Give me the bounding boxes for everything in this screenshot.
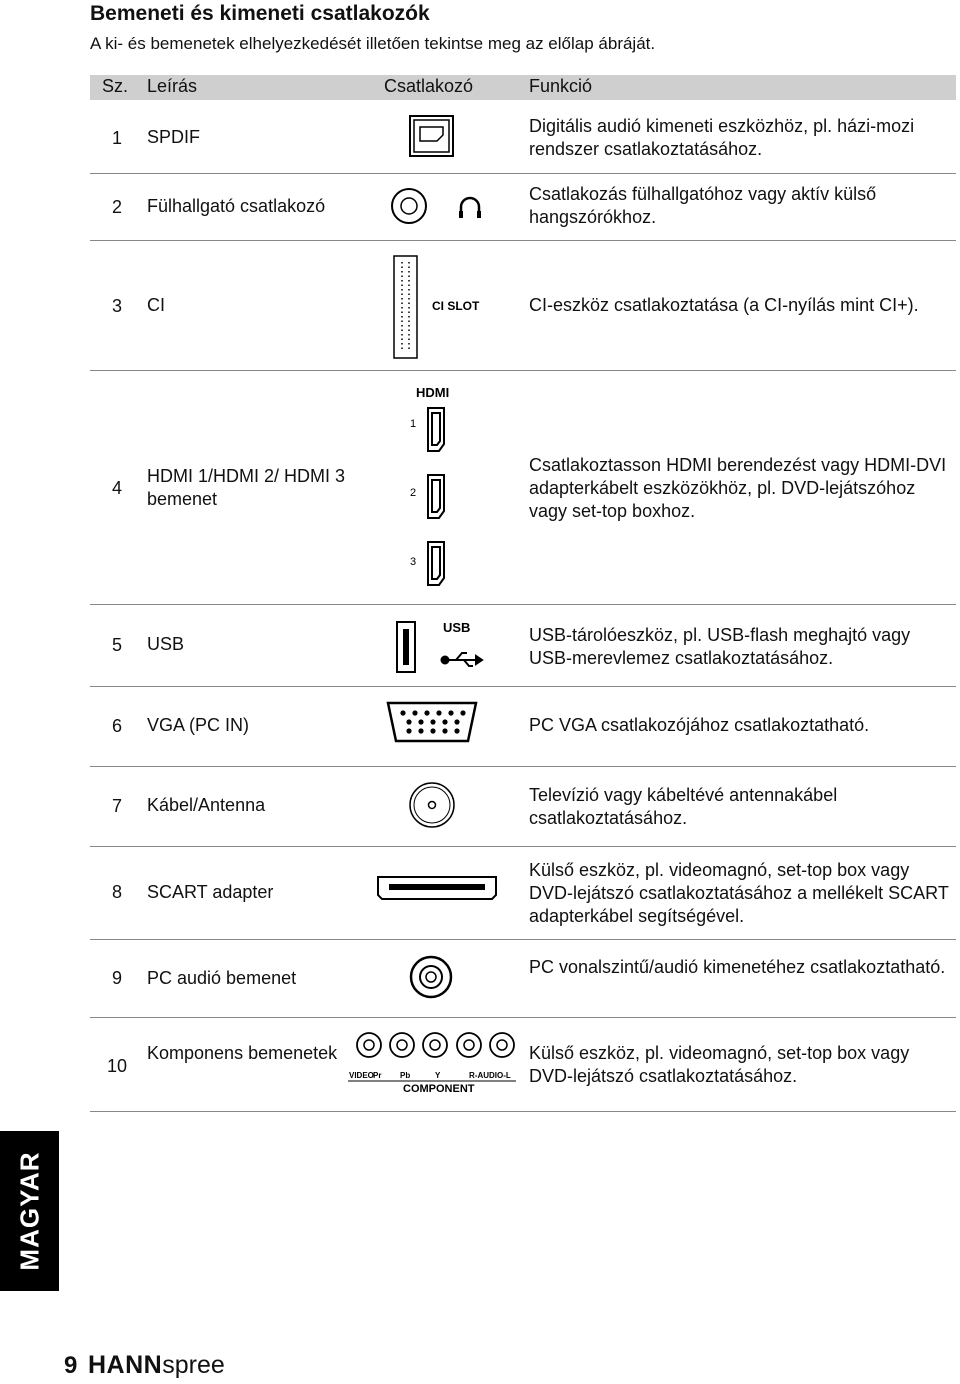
- component-sub-label: VIDEO: [349, 1071, 374, 1080]
- row-description: PC audió bemenet: [147, 968, 297, 988]
- row-number: 3: [111, 296, 122, 316]
- row-number: 1: [111, 128, 122, 148]
- table-row: [90, 101, 956, 174]
- page-subtitle: A ki- és bemenetek elhelyezkedését illetően tekintse meg az előlap ábráját.: [90, 34, 656, 53]
- brand-bold: HANN: [88, 1351, 163, 1379]
- brand-light: spree: [162, 1351, 225, 1379]
- row-description: SPDIF: [147, 127, 201, 147]
- row-number: 7: [111, 796, 122, 816]
- row-function: Külső eszköz, pl. videomagnó, set-top box vagy DVD-lejátszó csatlakoztatásához.: [529, 1043, 910, 1086]
- table-row: [90, 686, 956, 767]
- hdmi-port-label: 1: [410, 418, 417, 430]
- hdmi-port-label: 2: [410, 487, 417, 499]
- row-function: PC VGA csatlakozójához csatlakoztatható.: [529, 715, 870, 735]
- row-function: Televízió vagy kábeltévé antennakábel csatlakoztatásához.: [529, 785, 838, 828]
- table-row: [90, 604, 956, 687]
- component-label: COMPONENT: [403, 1083, 475, 1095]
- language-tab: [0, 1131, 59, 1291]
- ci-slot-label: CI SLOT: [432, 299, 480, 313]
- row-number: 4: [111, 478, 122, 498]
- brand-logo: [88, 1351, 225, 1380]
- row-number: 2: [111, 197, 122, 217]
- header-num: Sz.: [102, 76, 129, 96]
- row-number: 9: [111, 968, 122, 988]
- row-description: Fülhallgató csatlakozó: [147, 196, 326, 216]
- row-number: 8: [111, 882, 122, 902]
- component-sub-label: Pr: [373, 1071, 382, 1080]
- row-function: Csatlakozás fülhallgatóhoz vagy aktív külső hangszórókhoz.: [529, 184, 877, 227]
- row-number: 6: [111, 716, 122, 736]
- hdmi-label: HDMI: [416, 385, 450, 400]
- row-function: CI-eszköz csatlakoztatása (a CI-nyílás mint CI+).: [529, 295, 919, 315]
- row-description: Kábel/Antenna: [147, 795, 266, 815]
- header-func: Funkció: [529, 76, 593, 96]
- row-function: USB-tárolóeszköz, pl. USB-flash meghajtó vagy USB-merevlemez csatlakoztatásához.: [529, 625, 911, 668]
- hdmi-port-label: 3: [410, 556, 417, 568]
- row-function: Digitális audió kimeneti eszközhöz, pl. házi-mozi rendszer csatlakoztatásához.: [529, 116, 915, 159]
- header-conn: Csatlakozó: [384, 76, 474, 96]
- page-title: Bemeneti és kimeneti csatlakozók: [90, 2, 430, 25]
- table-row: [90, 1017, 956, 1112]
- component-sub-label: Y: [435, 1071, 441, 1080]
- table-row: [90, 370, 956, 605]
- table-header: [90, 75, 956, 100]
- table-row: [90, 939, 956, 1018]
- component-sub-label: R-AUDIO-L: [469, 1071, 511, 1080]
- row-description: USB: [147, 634, 185, 654]
- page-number: 9: [64, 1352, 78, 1379]
- language-label: MAGYAR: [14, 1151, 44, 1271]
- table-row: [90, 173, 956, 241]
- row-function: Csatlakoztasson HDMI berendezést vagy HDMI-DVI adapterkábelt eszközökhöz, pl. DVD-lejátszóhoz vagy set-top boxhoz.: [529, 455, 947, 521]
- row-description: Komponens bemenetek: [147, 1043, 338, 1063]
- table-row: [90, 846, 956, 940]
- row-description: VGA (PC IN): [147, 715, 250, 735]
- table-row: [90, 240, 956, 371]
- row-description: CI: [147, 295, 165, 315]
- row-description: HDMI 1/HDMI 2/ HDMI 3 bemenet: [147, 466, 346, 509]
- table-row: [90, 766, 956, 847]
- header-desc: Leírás: [147, 76, 198, 96]
- usb-label: USB: [443, 620, 471, 635]
- row-number: 10: [106, 1056, 128, 1076]
- row-description: SCART adapter: [147, 882, 274, 902]
- row-function: Külső eszköz, pl. videomagnó, set-top box vagy DVD-lejátszó csatlakoztatásához a mellékelt SCART adapterkábel segítségével.: [529, 860, 949, 926]
- row-number: 5: [111, 635, 122, 655]
- row-function: PC vonalszintű/audió kimenetéhez csatlakoztatható.: [529, 957, 946, 977]
- component-sub-label: Pb: [400, 1071, 411, 1080]
